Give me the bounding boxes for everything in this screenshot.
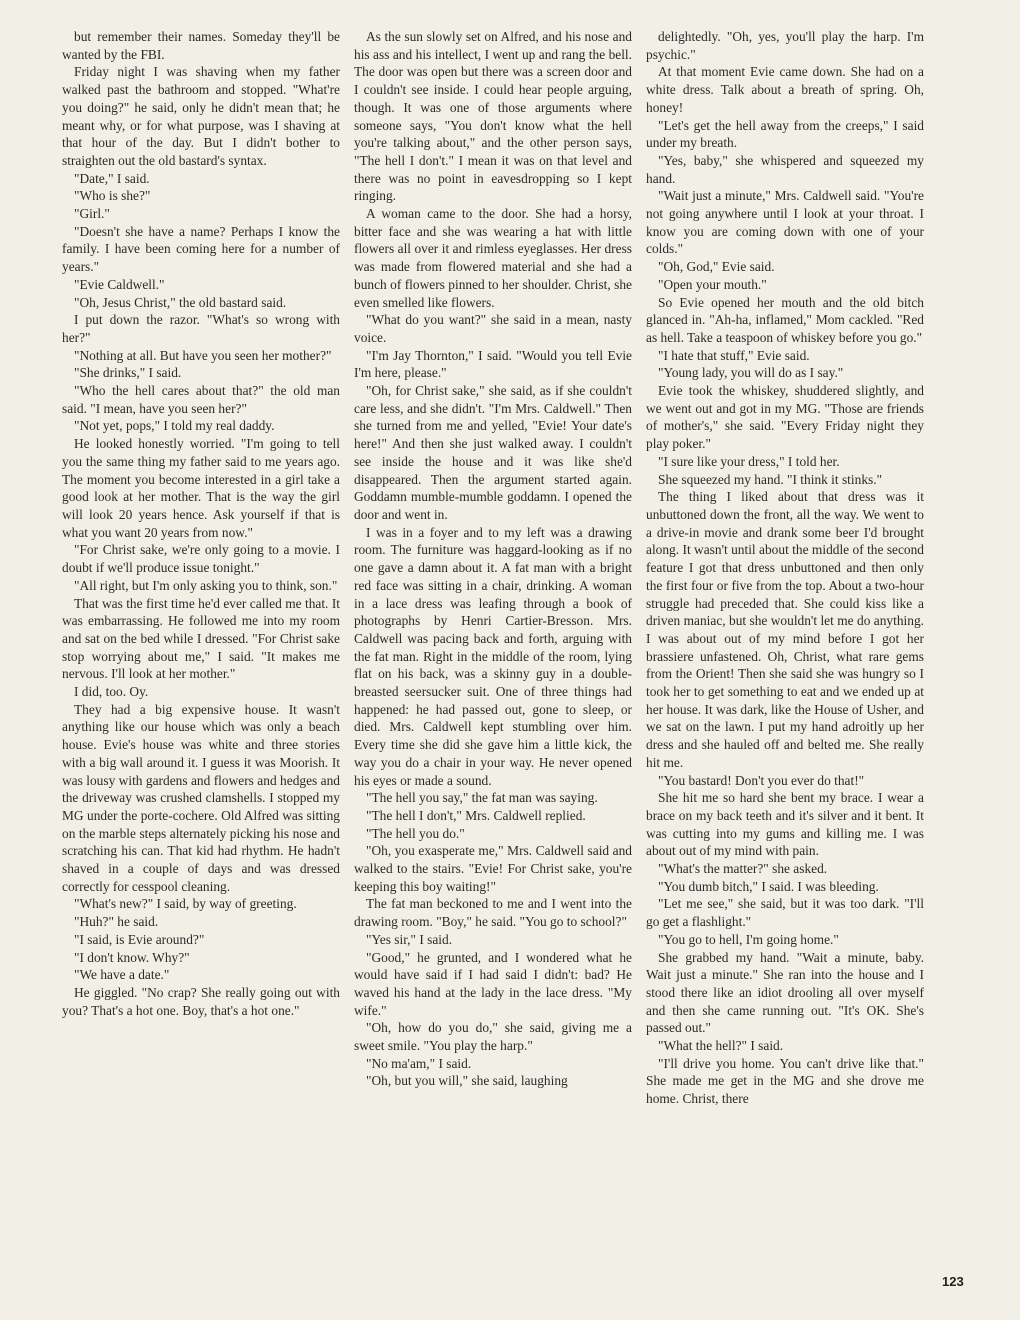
paragraph: That was the first time he'd ever called me that. It was embarrassing. He followed me into my room and sat on the bed while I dressed. "For Christ sake stop worrying about me," I said. "It makes me nervous. I'll look at her mother." bbox=[62, 595, 340, 682]
text-column-3 bbox=[646, 28, 924, 1108]
paragraph: "No ma'am," I said. bbox=[366, 1055, 472, 1071]
paragraph: He giggled. "No crap? She really going out with you? That's a hot one. Boy, that's a hot one." bbox=[62, 984, 340, 1018]
paragraph: I was in a foyer and to my left was a drawing room. The furniture was haggard-looking as if no one gave a damn about it. A fat man with a bright red face was sitting in a chair, drinking. A woman in a lace dress was leafing through a book of photographs by Henri Cartier-Bresson. Mrs. Caldwell was pacing back and forth, arguing with the fat man. Right in the middle of the room, lying flat on his back, was a skinny guy in a double-breasted seersucker suit. One of three things had happened: he had passed out, gone to sleep, or died. Mrs. Caldwell kept stumbling over him. Every time she did she gave him a little kick, the way you do a chair in your way. He never opened his eyes or made a sound. bbox=[354, 524, 632, 788]
paragraph: "Evie Caldwell." bbox=[74, 276, 165, 292]
paragraph: "I sure like your dress," I told her. bbox=[658, 453, 840, 469]
paragraph: The thing I liked about that dress was it unbuttoned down the front, all the way. We went to a drive-in movie and drank some beer I'd brought along. It wasn't until about the middle of the second feature I got that dress unbuttoned and then only the first four or five from the top. About a two-hour struggle had preceded that. She could kiss like a driven maniac, but she wouldn't let me do anything. I was about out of my mind before I got her brassiere unfastened. Oh, Christ, what rare gems from the Orient! Then she said she was hungry so I took her to get something to eat and we ended up at her house. It was dark, like the House of Usher, and we sat on the lawn. I put my hand adroitly up her dress and she hauled off and belted me. She really hit me. bbox=[646, 489, 924, 770]
paragraph: "Not yet, pops," I told my real daddy. bbox=[74, 418, 275, 434]
paragraph: "Date," I said. bbox=[74, 170, 150, 186]
paragraph: I did, too. Oy. bbox=[74, 684, 149, 700]
paragraph: "You dumb bitch," I said. I was bleeding. bbox=[658, 878, 879, 894]
paragraph: "Huh?" he said. bbox=[74, 914, 159, 930]
paragraph: "The hell you say," the fat man was saying. bbox=[366, 790, 598, 806]
paragraph: "I hate that stuff," Evie said. bbox=[658, 347, 810, 363]
paragraph: "I'm Jay Thornton," I said. "Would you tell Evie I'm here, please." bbox=[354, 347, 632, 381]
paragraph: "Oh, how do you do," she said, giving me a sweet smile. "You play the harp." bbox=[354, 1020, 632, 1054]
paragraph: "Girl." bbox=[74, 206, 110, 222]
text-column-1 bbox=[62, 28, 340, 1019]
paragraph: "What's new?" I said, by way of greeting. bbox=[74, 896, 297, 912]
paragraph: As the sun slowly set on Alfred, and his nose and his ass and his intellect, I went up and rang the bell. The door was open but there was a screen door and I couldn't see inside. I could hear people arguing, though. It was one of those arguments where someone says, "You don't know what the hell you're talking about," and the other person says, "The hell I don't." I mean it was on that level and there was no point in eavesdropping so I kept ringing. bbox=[354, 29, 632, 204]
paragraph: "Oh, God," Evie said. bbox=[658, 259, 775, 275]
paragraph: "The hell you do." bbox=[366, 825, 465, 841]
paragraph: "Wait just a minute," Mrs. Caldwell said. "You're not going anywhere until I look at your throat. I know you are coming down with one of your colds." bbox=[646, 188, 924, 257]
paragraph: "Good," he grunted, and I wondered what he would have said if I had said I didn't: bad? He waved his hand at the lady in the lace dress. "My wife." bbox=[354, 949, 632, 1018]
paragraph: "She drinks," I said. bbox=[74, 365, 182, 381]
paragraph: delightedly. "Oh, yes, you'll play the harp. I'm psychic." bbox=[646, 29, 924, 62]
paragraph: "Nothing at all. But have you seen her mother?" bbox=[74, 347, 332, 363]
paragraph: The fat man beckoned to me and I went into the drawing room. "Boy," he said. "You go to school?" bbox=[354, 896, 632, 930]
paragraph: "I don't know. Why?" bbox=[74, 949, 190, 965]
paragraph: "What the hell?" I said. bbox=[658, 1038, 784, 1054]
text-column-2 bbox=[354, 28, 632, 1090]
paragraph: "Open your mouth." bbox=[658, 276, 767, 292]
paragraph: "Young lady, you will do as I say." bbox=[658, 365, 844, 381]
paragraph: "What do you want?" she said in a mean, nasty voice. bbox=[354, 312, 632, 345]
paragraph: "Let's get the hell away from the creeps," I said under my breath. bbox=[646, 117, 924, 151]
paragraph: "Oh, for Christ sake," she said, as if she couldn't care less, and she didn't. "I'm Mrs. Caldwell." Then she turned from me and yelled, "Evie! Your date's here!" And then she just walked away. I couldn't see inside the house and it was like she'd disappeared. Then the argument started again. Goddamn mumble-mumble goddamn. I opened the door and went in. bbox=[354, 383, 632, 522]
paragraph: "The hell I don't," Mrs. Caldwell replied. bbox=[366, 807, 586, 823]
paragraph: "Who the hell cares about that?" the old man said. "I mean, have you seen her?" bbox=[62, 383, 340, 416]
paragraph: He looked honestly worried. "I'm going to tell you the same thing my father said to me years ago. The moment you become interested in a girl take a good look at her mother. That is the way the girl will look 20 years hence. Ask yourself if that is what you want 20 years from now." bbox=[62, 436, 340, 540]
paragraph: She hit me so hard she bent my brace. I wear a brace on my back teeth and it's silver and it bent. It was cutting into my gums and killing me. I was about out of my mind with pain. bbox=[646, 790, 924, 859]
paragraph: "For Christ sake, we're only going to a movie. I doubt if we'll produce issue tonight." bbox=[62, 542, 340, 576]
paragraph: A woman came to the door. She had a horsy, bitter face and she was wearing a hat with little flowers all over it and rimless eyeglasses. Her dress was made from flowered material and she had a bunch of flowers pinned to her shoulder. Christ, she even smelled like flowers. bbox=[354, 206, 632, 310]
paragraph: "You bastard! Don't you ever do that!" bbox=[658, 772, 865, 788]
paragraph: Evie took the whiskey, shuddered slightly, and we went out and got in my MG. "Those are friends of mother's," she said. "Every Friday night they play poker." bbox=[646, 383, 924, 452]
page-number: 123 bbox=[942, 1274, 964, 1289]
paragraph: At that moment Evie came down. She had on a white dress. Talk about a breath of spring. Oh, honey! bbox=[646, 64, 924, 115]
paragraph: "Yes sir," I said. bbox=[366, 931, 453, 947]
paragraph: but remember their names. Someday they'll be wanted by the FBI. bbox=[62, 29, 340, 62]
paragraph: "Oh, you exasperate me," Mrs. Caldwell said and walked to the stairs. "Evie! For Christ sake, you're keeping this boy waiting!" bbox=[354, 843, 632, 894]
paragraph: "Oh, but you will," she said, laughing bbox=[366, 1073, 568, 1089]
paragraph: "Oh, Jesus Christ," the old bastard said. bbox=[74, 294, 287, 310]
paragraph: "Yes, baby," she whispered and squeezed my hand. bbox=[646, 152, 924, 186]
paragraph: "All right, but I'm only asking you to think, son." bbox=[74, 577, 338, 593]
paragraph: I put down the razor. "What's so wrong with her?" bbox=[62, 312, 340, 345]
paragraph: "Doesn't she have a name? Perhaps I know the family. I have been coming here for a number of years." bbox=[62, 223, 340, 275]
paragraph: "I'll drive you home. You can't drive like that." She made me get in the MG and she drove me home. Christ, there bbox=[646, 1055, 924, 1107]
paragraph: So Evie opened her mouth and the old bitch glanced in. "Ah-ha, inflamed," Mom cackled. "Red as hell. Take a teaspoon of whiskey before you go." bbox=[646, 294, 924, 345]
paragraph: "You go to hell, I'm going home." bbox=[658, 931, 839, 947]
paragraph: Friday night I was shaving when my father walked past the bathroom and stopped. "What're you doing?" he said, only he didn't mean that; he meant why, or for what purpose, was I shaving at that hour of the day. But I didn't bother to straighten out the old bastard's syntax. bbox=[62, 64, 340, 168]
paragraph: "We have a date." bbox=[74, 967, 170, 983]
paragraph: "I said, is Evie around?" bbox=[74, 931, 205, 947]
paragraph: She grabbed my hand. "Wait a minute, baby. Wait just a minute." She ran into the house and I stood there like an idiot drooling all over myself and then she came running out. "It's OK. She's passed out." bbox=[646, 949, 924, 1036]
paragraph: She squeezed my hand. "I think it stinks." bbox=[658, 471, 883, 487]
paragraph: "Who is she?" bbox=[74, 188, 151, 204]
paragraph: They had a big expensive house. It wasn't anything like our house which was only a beach house. Evie's house was white and three stories with a big wall around it. I guess it was Moorish. It was lousy with gardens and flowers and hedges and the driveway was crushed clamshells. I stopped my MG under the porte-cochere. Old Alfred was sitting on the marble steps alternately picking his nose and scratching his can. That kid had rhythm. He hadn't shaved in a couple of days and was dressed correctly for cesspool cleaning. bbox=[62, 701, 340, 894]
paragraph: "Let me see," she said, but it was too dark. "I'll go get a flashlight." bbox=[646, 896, 924, 930]
paragraph: "What's the matter?" she asked. bbox=[658, 861, 828, 877]
